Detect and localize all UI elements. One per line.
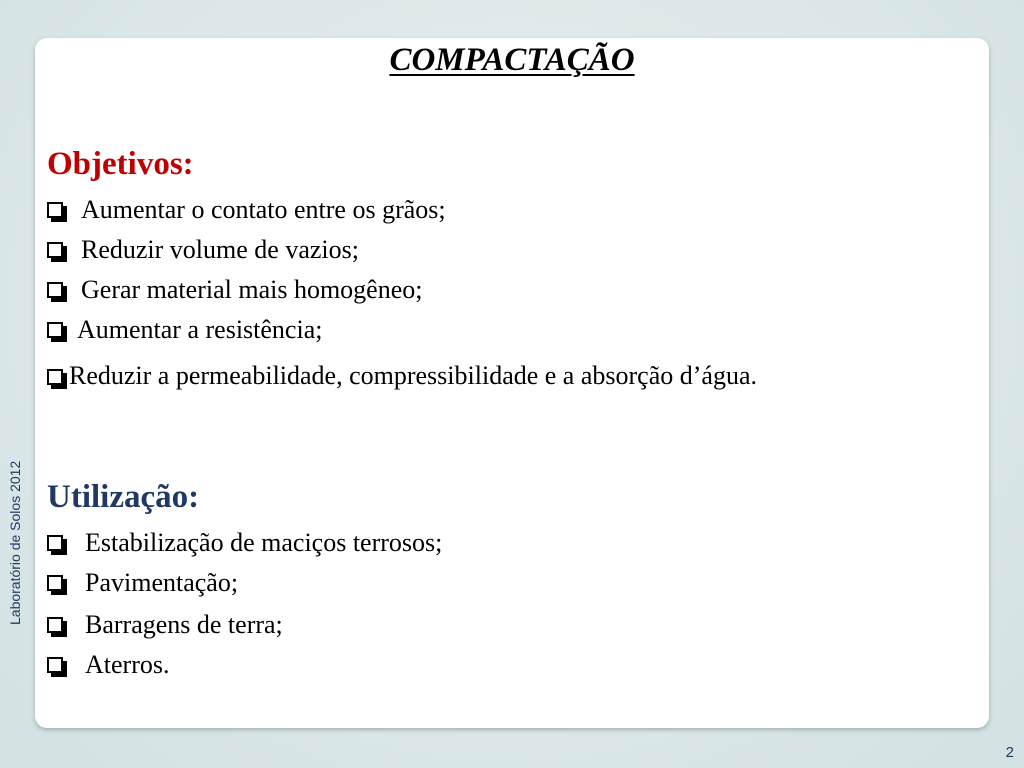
objective-text: Aumentar o contato entre os grãos; [81,195,446,224]
checkbox-bullet-icon [47,369,63,385]
checkbox-bullet-icon [47,202,63,218]
objective-item [47,357,977,394]
objective-item [47,237,359,263]
footer-side-label: Laboratório de Solos 2012 [7,460,23,625]
checkbox-bullet-icon [47,282,63,298]
objective-item [47,277,422,303]
use-item [47,570,238,596]
checkbox-bullet-icon [47,575,63,591]
objective-text: Aumentar a resistência; [77,315,323,344]
objective-item [47,197,446,223]
checkbox-bullet-icon [47,657,63,673]
checkbox-bullet-icon [47,242,63,258]
use-item [47,612,283,638]
checkbox-bullet-icon [47,617,63,633]
objective-text: Reduzir volume de vazios; [81,235,359,264]
use-item [47,530,442,556]
use-text: Pavimentação; [85,568,239,597]
use-text: Barragens de terra; [85,610,283,639]
use-item [47,652,169,678]
checkbox-bullet-icon [47,535,63,551]
objective-text: Reduzir a permeabilidade, compressibilidade e a absorção d’água. [69,361,757,390]
objective-text: Gerar material mais homogêneo; [81,275,423,304]
slide-title: COMPACTAÇÃO [389,42,635,78]
objective-item [47,317,322,343]
use-text: Estabilização de maciços terrosos; [85,528,443,557]
page-number: 2 [1005,744,1014,761]
uses-heading: Utilização: [47,479,200,515]
checkbox-bullet-icon [47,322,63,338]
use-text: Aterros. [85,650,170,679]
objectives-heading: Objetivos: [47,146,194,182]
